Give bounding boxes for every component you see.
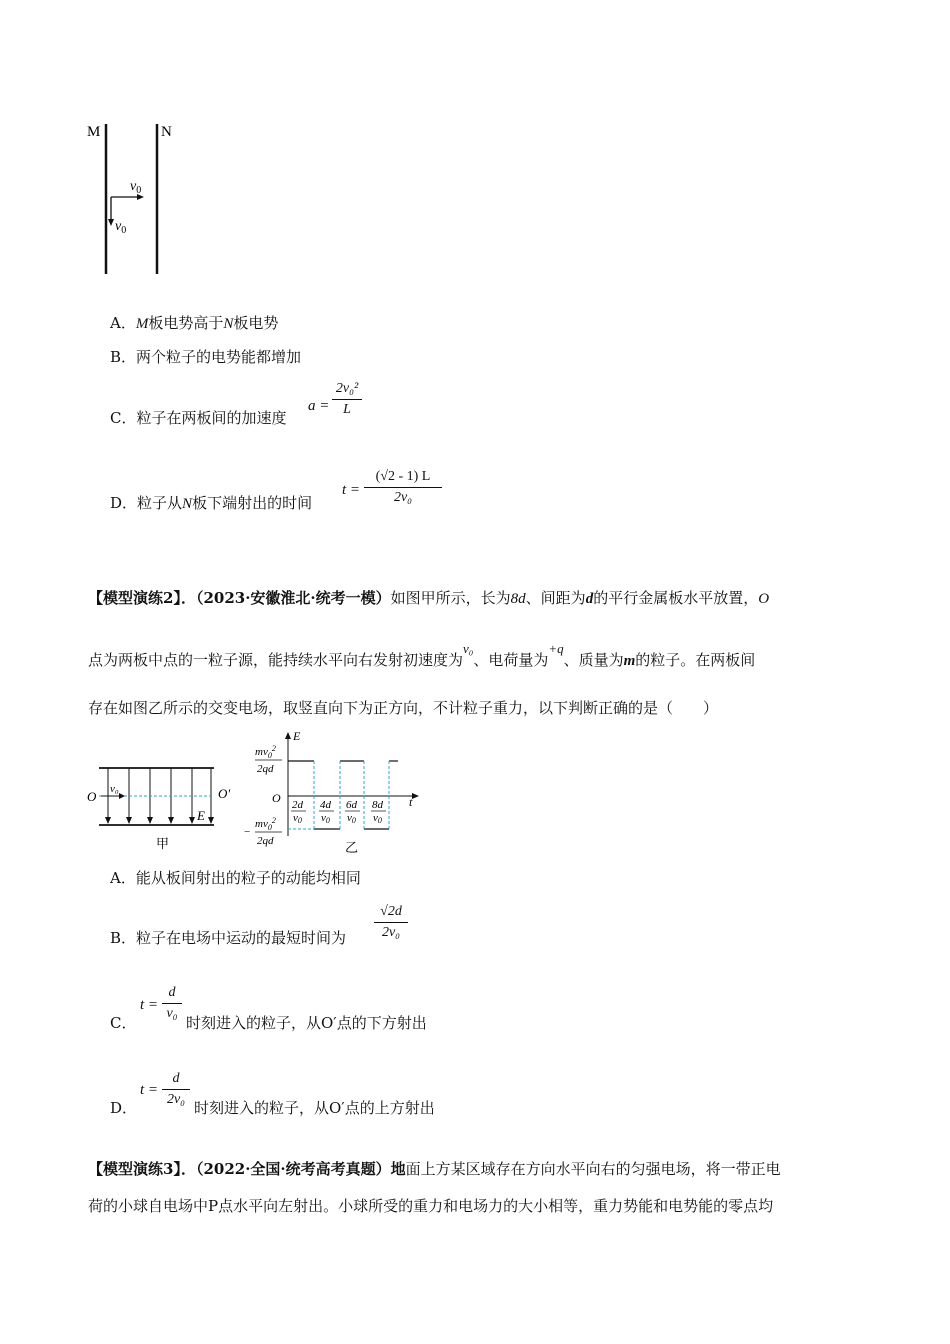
- v0-down-label: $v_0$: [115, 219, 127, 236]
- pos-e-den: 2qd: [257, 763, 274, 775]
- fraction-numerator: d: [168, 985, 176, 1000]
- t-axis-head: [412, 793, 419, 799]
- q2-d-lhs: t =: [140, 1082, 159, 1098]
- fraction-denominator: v₀: [166, 1006, 178, 1021]
- v0-arrow-head: [119, 793, 125, 799]
- fraction-numerator: d: [172, 1071, 180, 1086]
- q2-c-fraction: [162, 984, 182, 1023]
- q2-option-a: [110, 868, 361, 888]
- option-text: 板电势高于: [148, 314, 224, 332]
- q1-c-fraction: [332, 380, 362, 419]
- stem-text: 的粒子。在两板间: [635, 651, 756, 669]
- var-q: +q: [548, 641, 564, 656]
- v0-right-label: $v_0$: [130, 179, 142, 196]
- stem-text: 如图甲所示，长为: [390, 589, 511, 607]
- svg-text:6d: 6d: [346, 799, 357, 811]
- q2-option-c: [110, 1013, 136, 1033]
- svg-text:v0: v0: [347, 812, 356, 825]
- arrow-down-head: [108, 219, 114, 226]
- svg-text:4d: 4d: [320, 799, 331, 811]
- q2-line1: [88, 588, 769, 609]
- fraction-numerator: √2d: [380, 904, 402, 919]
- q3-line1: [88, 1159, 781, 1179]
- e-axis-head: [285, 732, 291, 739]
- q1-option-a: [110, 313, 278, 334]
- stem-text: 存在如图乙所示的交变电场，取竖直向下为正方向，不计粒子重力，以下判断正确的是（ ）: [88, 699, 719, 717]
- fraction-bar: [162, 1003, 182, 1004]
- fraction-bar: [374, 922, 408, 923]
- var-m: M: [135, 316, 149, 332]
- option-prefix: B．: [110, 348, 137, 366]
- svg-text:v0: v0: [293, 812, 302, 825]
- q1-d-fraction: [364, 468, 442, 507]
- option-text: 粒子从: [137, 494, 183, 512]
- neg-e-num: $mv_0^2$: [255, 816, 276, 832]
- fraction-numerator: 2v₀²: [335, 381, 359, 396]
- figure-plates-mn: [84, 118, 194, 278]
- stem-text: 面上方某区域存在方向水平向右的匀强电场，将一带正电: [405, 1160, 781, 1178]
- option-prefix: C．: [110, 409, 137, 427]
- q1-option-c: [110, 408, 287, 428]
- stem-text: 、质量为: [563, 651, 624, 669]
- q1-option-b: [110, 347, 301, 367]
- question-source: （2023·安徽淮北·统考一模）: [195, 589, 391, 607]
- q1-option-d: [110, 493, 312, 514]
- axis-label-t: t: [409, 795, 413, 809]
- field-lines: [108, 768, 211, 820]
- label-o-prime: O′: [218, 786, 231, 801]
- figure-jia: [84, 758, 244, 858]
- var-n: N: [223, 316, 234, 332]
- t-tick-labels: [291, 799, 386, 825]
- fraction-numerator: (√2 - 1) L: [375, 469, 431, 484]
- svg-text:v0: v0: [321, 812, 330, 825]
- question-tag: 【模型演练2】．: [88, 589, 196, 607]
- var-d: d: [585, 591, 594, 607]
- option-text: 粒子在两板间的加速度: [136, 409, 287, 427]
- stem-text: 地: [390, 1160, 406, 1178]
- label-v0: v₀: [110, 783, 119, 795]
- origin-label: O: [272, 791, 281, 805]
- q2-c-lhs: t =: [140, 997, 159, 1013]
- option-text: 两个粒子的电势能都增加: [136, 348, 302, 366]
- var-8d: 8d: [510, 591, 526, 607]
- stem-text: 、间距为: [525, 589, 586, 607]
- label-m: M: [87, 124, 101, 140]
- caption-jia: 甲: [156, 836, 170, 851]
- fraction-bar: [364, 487, 442, 488]
- var-n: N: [182, 496, 193, 512]
- var-m: m: [623, 653, 636, 669]
- svg-text:v0: v0: [373, 812, 382, 825]
- q2-d-fraction: [162, 1070, 190, 1109]
- svg-text:8d: 8d: [372, 799, 383, 811]
- stem-text: 、电荷量为: [473, 651, 549, 669]
- q2-c-text: 时刻进入的粒子，从O′点的下方射出: [186, 1014, 427, 1032]
- label-n: N: [161, 124, 172, 140]
- q2-b-fraction: [374, 903, 408, 942]
- option-prefix: D．: [110, 494, 138, 512]
- option-prefix: D．: [110, 1099, 138, 1117]
- var-o: O: [758, 591, 770, 607]
- option-text: 板下端射出的时间: [192, 494, 313, 512]
- option-prefix: B．: [110, 929, 137, 947]
- q1-d-lhs: t =: [342, 482, 361, 498]
- option-text: 板电势: [233, 314, 279, 332]
- axis-label-e: E: [293, 729, 301, 743]
- neg-e-den: 2qd: [257, 835, 274, 847]
- q2-line3: [88, 698, 718, 718]
- neg-sign: −: [244, 826, 251, 838]
- fraction-bar: [162, 1089, 190, 1090]
- option-prefix: A．: [110, 869, 136, 887]
- stem-text: 荷的小球自电场中P点水平向左射出。小球所受的重力和电场力的大小相等，重力势能和电势能的零点均: [88, 1197, 774, 1215]
- fraction-denominator: 2v₀: [166, 1092, 186, 1107]
- q2-option-d: [110, 1098, 137, 1118]
- stem-text: 点为两板中点的一粒子源，能持续水平向右发射初速度为: [88, 651, 464, 669]
- q2-d-text: 时刻进入的粒子，从O′点的上方射出: [194, 1099, 435, 1117]
- figure-yi: [240, 728, 430, 858]
- fraction-bar: [332, 399, 362, 400]
- svg-text:2d: 2d: [292, 799, 303, 811]
- fraction-denominator: 2v₀: [381, 925, 401, 940]
- q2-option-b: [110, 928, 346, 948]
- pos-e-num: $mv_0^2$: [255, 744, 276, 760]
- fraction-denominator: L: [343, 402, 351, 417]
- stem-text: 的平行金属板水平放置，: [593, 589, 759, 607]
- var-v0: v₀: [463, 641, 474, 656]
- option-text: 粒子在电场中运动的最短时间为: [136, 929, 347, 947]
- label-e: E: [197, 808, 205, 823]
- option-prefix: A．: [110, 314, 136, 332]
- question-tag: 【模型演练3】．: [88, 1160, 196, 1178]
- label-o: O: [87, 789, 97, 804]
- option-prefix: C．: [110, 1014, 137, 1032]
- q1-c-lhs: a =: [308, 398, 330, 414]
- caption-yi: 乙: [345, 840, 359, 855]
- q3-line2: [88, 1196, 773, 1216]
- q2-line2: [88, 641, 756, 671]
- question-source: （2022·全国·统考高考真题）: [195, 1160, 391, 1178]
- fraction-denominator: 2v₀: [393, 490, 413, 505]
- option-text: 能从板间射出的粒子的动能均相同: [135, 869, 361, 887]
